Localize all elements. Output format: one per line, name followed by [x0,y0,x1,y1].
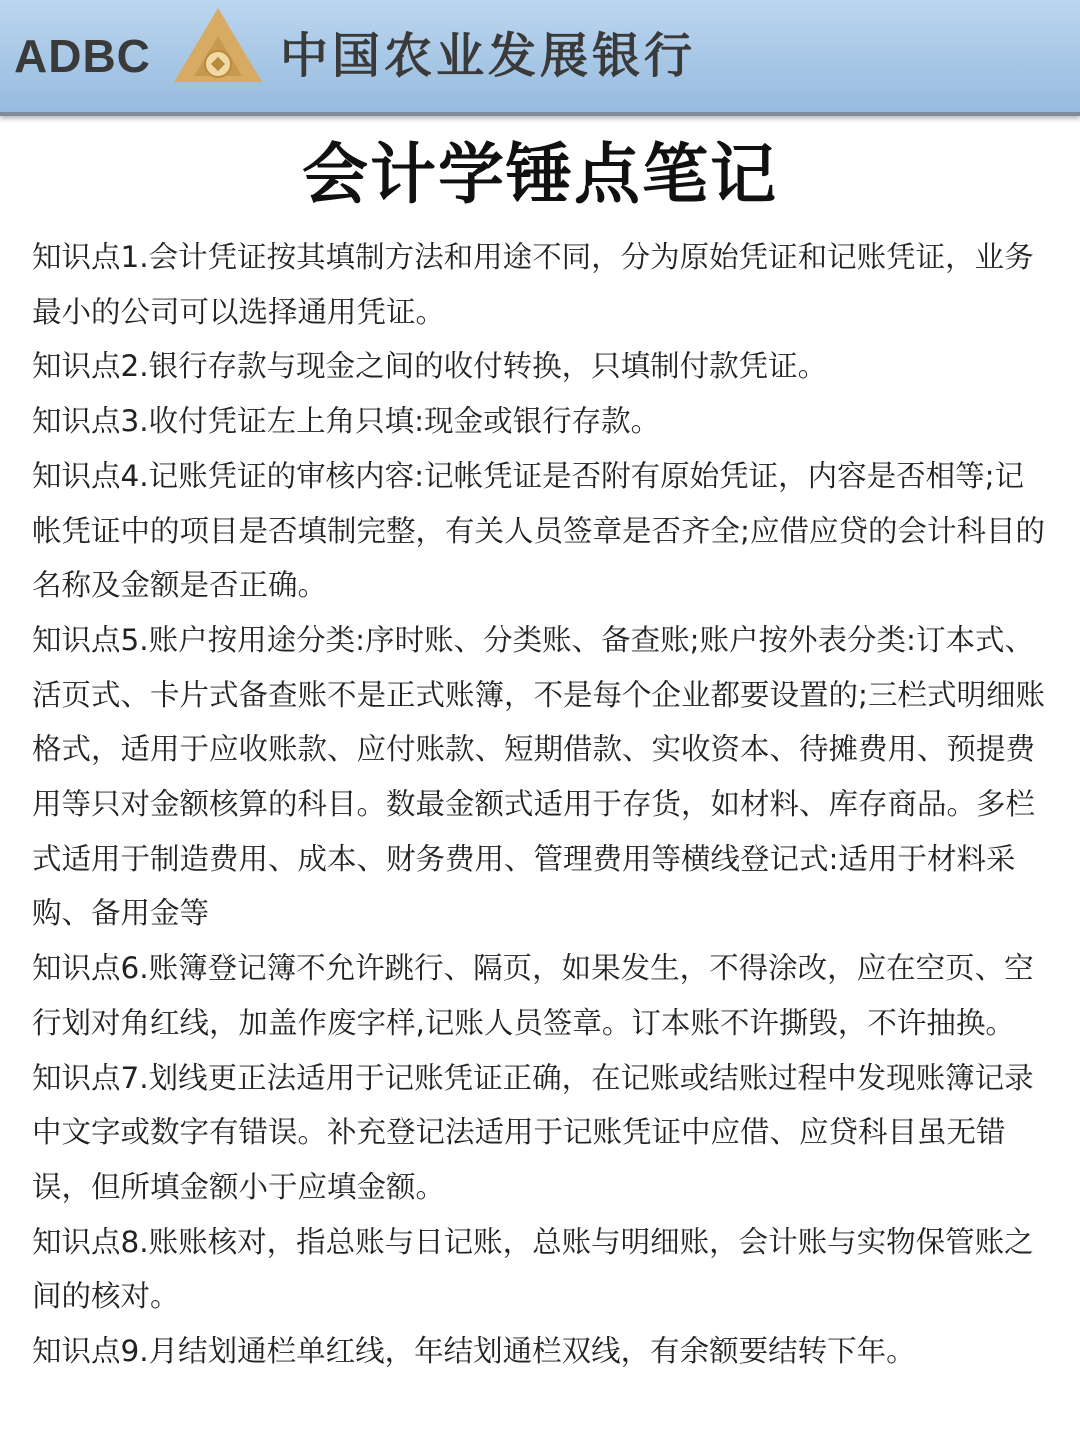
knowledge-points-list [32,230,1048,1379]
knowledge-point: 知识点4.记账凭证的审核内容:记帐凭证是否附有原始凭证，内容是否相等;记帐凭证中的项目是否填制完整，有关人员签章是否齐全;应借应贷的会计科目的名称及金额是否正确。 [32,458,1045,603]
knowledge-point: 知识点3.收付凭证左上角只填:现金或银行存款。 [32,404,661,439]
knowledge-point: 知识点9.月结划通栏单红线，年结划通栏双线，有余额要结转下年。 [32,1334,916,1369]
bank-name: 中国农业发展银行 [280,28,697,84]
bank-header-banner [0,0,1080,116]
knowledge-point: 知识点1.会计凭证按其填制方法和用途不同，分为原始凭证和记账凭证，业务最小的公司可以选择通用凭证。 [32,240,1034,329]
bank-abbreviation: ADBC [14,30,151,82]
knowledge-point: 知识点6.账簿登记簿不允许跳行、隔页，如果发生，不得涂改，应在空页、空行划对角红线，加盖作废字样,记账人员签章。订本账不许撕毁，不许抽换。 [32,951,1034,1040]
knowledge-point: 知识点5.账户按用途分类:序时账、分类账、备查账;账户按外表分类:订本式、活页式、卡片式备查账不是正式账簿，不是每个企业都要设置的;三栏式明细账格式，适用于应收账款、应付账款、短期借款、实收资本、待摊费用、预提费用等只对金额核算的科目。数最金额式适用于存货，如材料、库存商品。多栏式适用于制造费用、成本、财务费用、管理费用等横线登记式:适用于材料采购、备用金等 [32,622,1045,931]
page-title: 会计学锤点笔记 [302,135,778,213]
bank-logo-icon [172,6,264,84]
knowledge-point: 知识点8.账账核对，指总账与日记账，总账与明细账，会计账与实物保管账之间的核对。 [32,1224,1034,1314]
knowledge-point: 知识点2.银行存款与现金之间的收付转换，只填制付款凭证。 [32,349,828,384]
knowledge-point: 知识点7.划线更正法适用于记账凭证正确，在记账或结账过程中发现账簿记录中文字或数字有错误。补充登记法适用于记账凭证中应借、应贷科目虽无错误，但所填金额小于应填金额。 [32,1060,1034,1204]
